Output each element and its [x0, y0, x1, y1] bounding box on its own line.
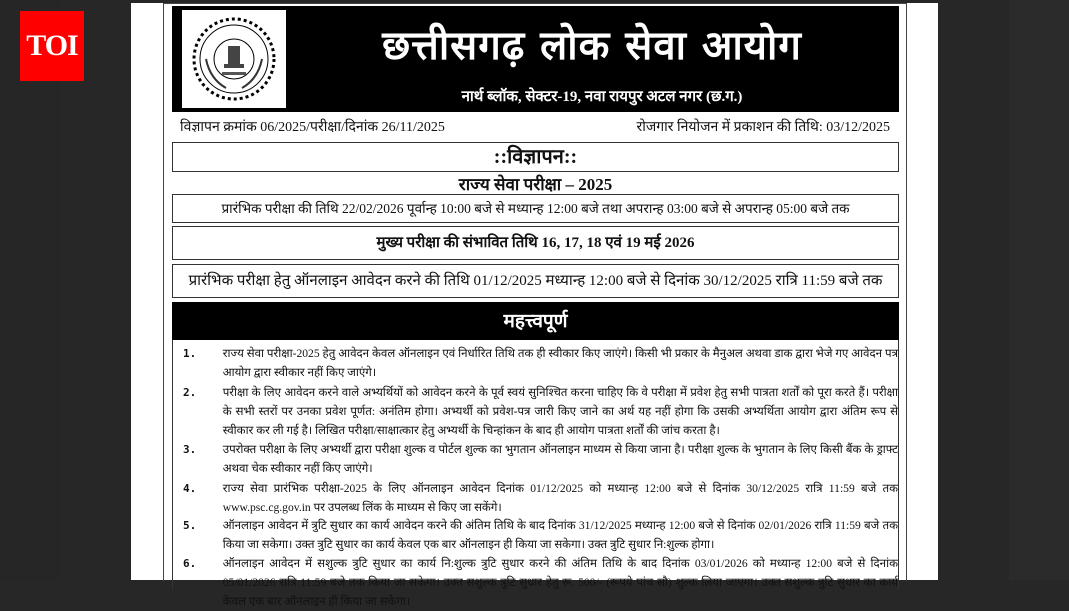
- cgpsc-emblem-icon: [182, 10, 286, 108]
- important-heading: महत्त्वपूर्ण: [172, 302, 899, 340]
- advertisement-heading: ::विज्ञापन::: [172, 142, 899, 172]
- item-text: ऑनलाइन आवेदन में सशुल्क त्रुटि सुधार का कार्य नि:शुल्क त्रुटि सुधार करने की अंतिम तिथि के बाद दिनांक 03/01/2026 को मध्यान्ह 12:00 बजे से दिनांक 05/01/2026 रात्रि 11:59 बजे तक किया जा सकेगा। उक्त सशुल्क त्रुटि सुधार हेतु रू. 500/- (रूपये पांच सौ) शुल्क लिया जाएगा। उक्त सशुल्क त्रुटि सुधार का कार्य केवल एक बार ऑनलाइन ही किया जा सकेगा।: [222, 557, 898, 608]
- organization-title: छत्तीसगढ़ लोक सेवा आयोग: [382, 23, 802, 69]
- list-item: [173, 383, 898, 440]
- item-number: 5.: [183, 519, 197, 532]
- viewer-background-left: [0, 0, 60, 580]
- publication-date: रोजगार नियोजन में प्रकाशन की तिथि: 03/12/2025: [636, 120, 890, 135]
- item-number: 2.: [183, 386, 197, 399]
- prelims-date-box: प्रारंभिक परीक्षा की तिथि 22/02/2026 पूर्वान्ह 10:00 बजे से मध्यान्ह 12:00 बजे तथा अपरान्ह 03:00 बजे से अपरान्ह 05:00 बजे तक: [172, 194, 899, 223]
- item-text: ऑनलाइन आवेदन में त्रुटि सुधार का कार्य आवेदन करने की अंतिम तिथि के बाद दिनांक 31/12/2025 मध्यान्ह 12:00 बजे से दिनांक 02/01/2026 रात्रि 11:59 बजे तक किया जा सकेगा। उक्त त्रुटि सुधार का कार्य केवल एक बार ऑनलाइन ही किया जा सकेगा। उक्त त्रुटि सुधार नि:शुल्क होगा।: [222, 519, 898, 551]
- viewer-background-right: [1009, 0, 1069, 580]
- item-number: 3.: [183, 443, 197, 456]
- advertisement-meta: [180, 117, 890, 136]
- item-text: उपरोक्त परीक्षा के लिए अभ्यर्थी द्वारा परीक्षा शुल्क व पोर्टल शुल्क का भुगतान ऑनलाइन माध्यम से किया जाना है। परीक्षा शुल्क के भुगतान के लिए किसी बैंक के ड्राफ्ट अथवा चेक स्वीकार नहीं किए जाएंगे।: [222, 443, 898, 475]
- organization-address: नार्थ ब्लॉक, सेक्टर-19, नवा रायपुर अटल नगर (छ.ग.): [461, 89, 743, 105]
- important-points-list: [172, 340, 899, 608]
- list-item: [173, 344, 898, 382]
- list-item: [173, 554, 898, 611]
- document-frame: [163, 3, 907, 608]
- item-text: राज्य सेवा प्रारंभिक परीक्षा-2025 के लिए ऑनलाइन आवेदन दिनांक 01/12/2025 को मध्यान्ह 12:00 बजे से दिनांक 30/12/2025 रात्रि 11:59 बजे तक www.psc.cg.gov.in पर उपलब्ध लिंक के माध्यम से किए जा सकेंगे।: [222, 482, 898, 514]
- toi-logo[interactable]: TOI: [20, 11, 84, 81]
- mains-date-box: मुख्य परीक्षा की संभावित तिथि 16, 17, 18 एवं 19 मई 2026: [172, 226, 899, 260]
- item-text: राज्य सेवा परीक्षा-2025 हेतु आवेदन केवल ऑनलाइन एवं निर्धारित तिथि तक ही स्वीकार किए जाएंगे। किसी भी प्रकार के मैनुअल अथवा डाक द्वारा भेजे गए आवेदन पत्र आयोग द्वारा स्वीकार नहीं किए जाएंगे।: [222, 347, 898, 379]
- document-page: [131, 3, 938, 608]
- list-item: [173, 516, 898, 554]
- item-text: परीक्षा के लिए आवेदन करने वाले अभ्यर्थियों को आवेदन करने के पूर्व स्वयं सुनिश्चित करना चाहिए कि वे परीक्षा में प्रवेश हेतु सभी पात्रता शर्तों को पूरा करते हैं। परीक्षा के सभी स्तरों पर उनका प्रवेश पूर्णत: अनंतिम होगा। अभ्यर्थी को प्रवेश-पत्र जारी किए जाने का अर्थ यह नहीं होगा कि उसकी अभ्यर्थिता आयोग द्वारा अंतिम रूप से स्वीकार कर ली गई है। लिखित परीक्षा/साक्षात्कार हेतु अभ्यर्थी के चिन्हांकन के बाद ही आयोग पात्रता शर्तों की जांच करता है।: [222, 386, 898, 437]
- list-item: [173, 479, 898, 517]
- application-window-box: प्रारंभिक परीक्षा हेतु ऑनलाइन आवेदन करने की तिथि 01/12/2025 मध्यान्ह 12:00 बजे से दिनांक 30/12/2025 रात्रि 11:59 बजे तक: [172, 264, 899, 298]
- item-number: 4.: [183, 482, 197, 495]
- document-header: [172, 6, 899, 112]
- advertisement-number: विज्ञापन क्रमांक 06/2025/परीक्षा/दिनांक 26/11/2025: [180, 120, 445, 135]
- item-number: 1.: [183, 347, 197, 360]
- exam-title: राज्य सेवा परीक्षा – 2025: [458, 175, 613, 194]
- item-number: 6.: [183, 557, 197, 570]
- list-item: [173, 440, 898, 478]
